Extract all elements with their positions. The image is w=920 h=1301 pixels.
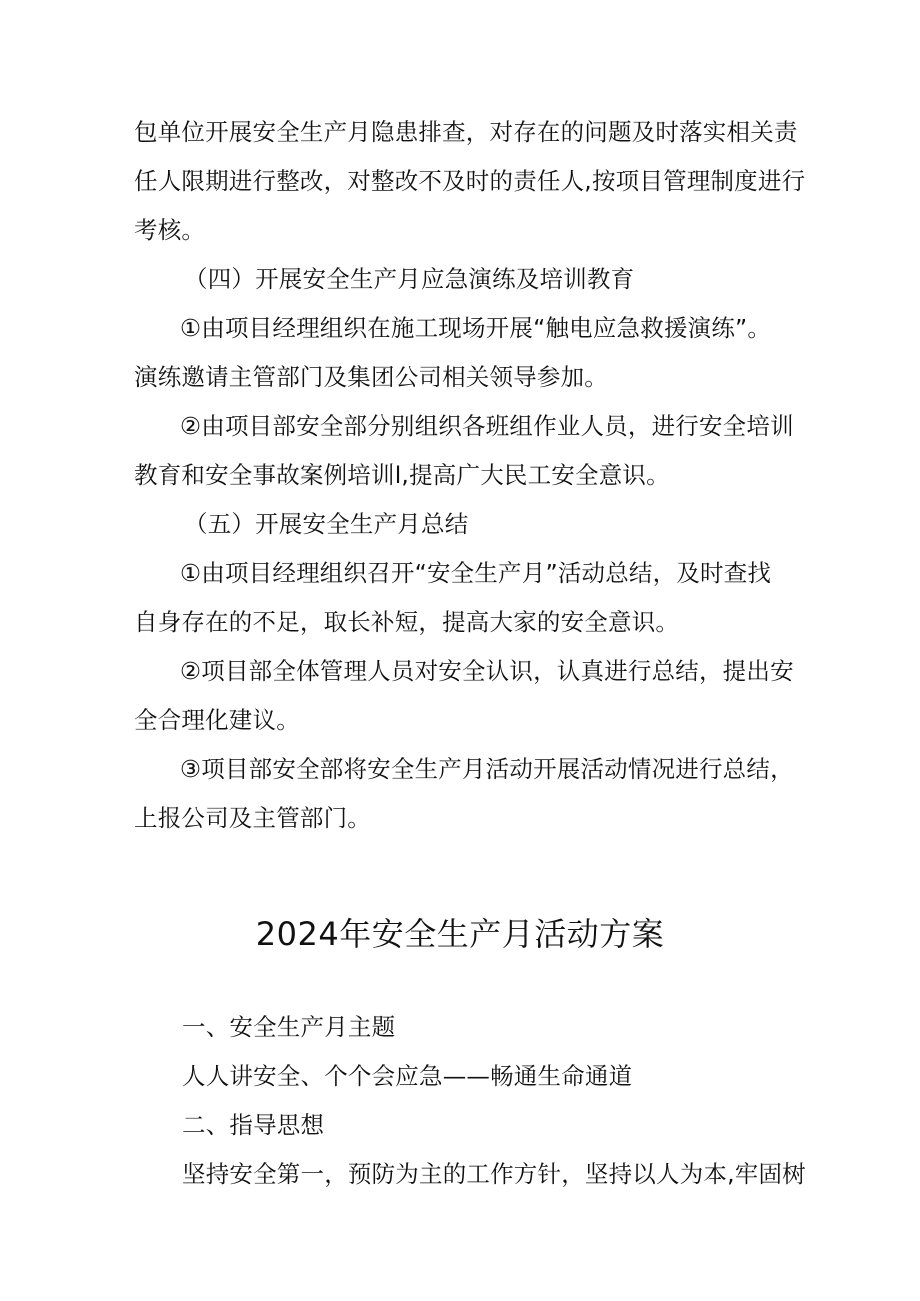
body-line: 任人限期进行整改，对整改不及时的责任人,按项目管理制度进行 bbox=[134, 167, 806, 195]
body-line: 自身存在的不足，取长补短，提高大家的安全意识。 bbox=[134, 608, 680, 636]
body-line: 全合理化建议。 bbox=[134, 706, 300, 734]
body-line: 考核。 bbox=[134, 216, 206, 244]
body-line: ②项目部全体管理人员对安全认识，认真进行总结，提出安 bbox=[180, 657, 794, 685]
body-line: ③项目部安全部将安全生产月活动开展活动情况进行总结， bbox=[180, 755, 794, 783]
body-line: 包单位开展安全生产月隐患排查，对存在的问题及时落实相关责 bbox=[134, 118, 798, 146]
body-line: ①由项目经理组织在施工现场开展“触电应急救援演练”。 bbox=[180, 314, 772, 342]
body-line: ①由项目经理组织召开“安全生产月”活动总结，及时查找 bbox=[180, 559, 772, 587]
body-line: 人人讲安全、个个会应急——畅通生命通道 bbox=[182, 1062, 633, 1090]
body-line: 教育和安全事故案例培训l,提高广大民工安全意识。 bbox=[134, 461, 670, 489]
body-line: 坚持安全第一，预防为主的工作方针，坚持以人为本,牢固树 bbox=[182, 1160, 806, 1188]
body-line: ②由项目部安全部分别组织各班组作业人员，进行安全培训 bbox=[180, 412, 794, 440]
body-line: 演练邀请主管部门及集团公司相关领导参加。 bbox=[134, 363, 608, 391]
section-heading-1: 一、安全生产月主题 bbox=[182, 1013, 396, 1041]
document-title: 2024年安全生产月活动方案 bbox=[255, 915, 665, 953]
body-line: 上报公司及主管部门。 bbox=[134, 804, 371, 832]
section-heading-2: 二、指导思想 bbox=[182, 1111, 325, 1139]
section-heading-5: （五）开展安全生产月总结 bbox=[184, 510, 469, 538]
section-heading-4: （四）开展安全生产月应急演练及培训教育 bbox=[184, 265, 635, 293]
